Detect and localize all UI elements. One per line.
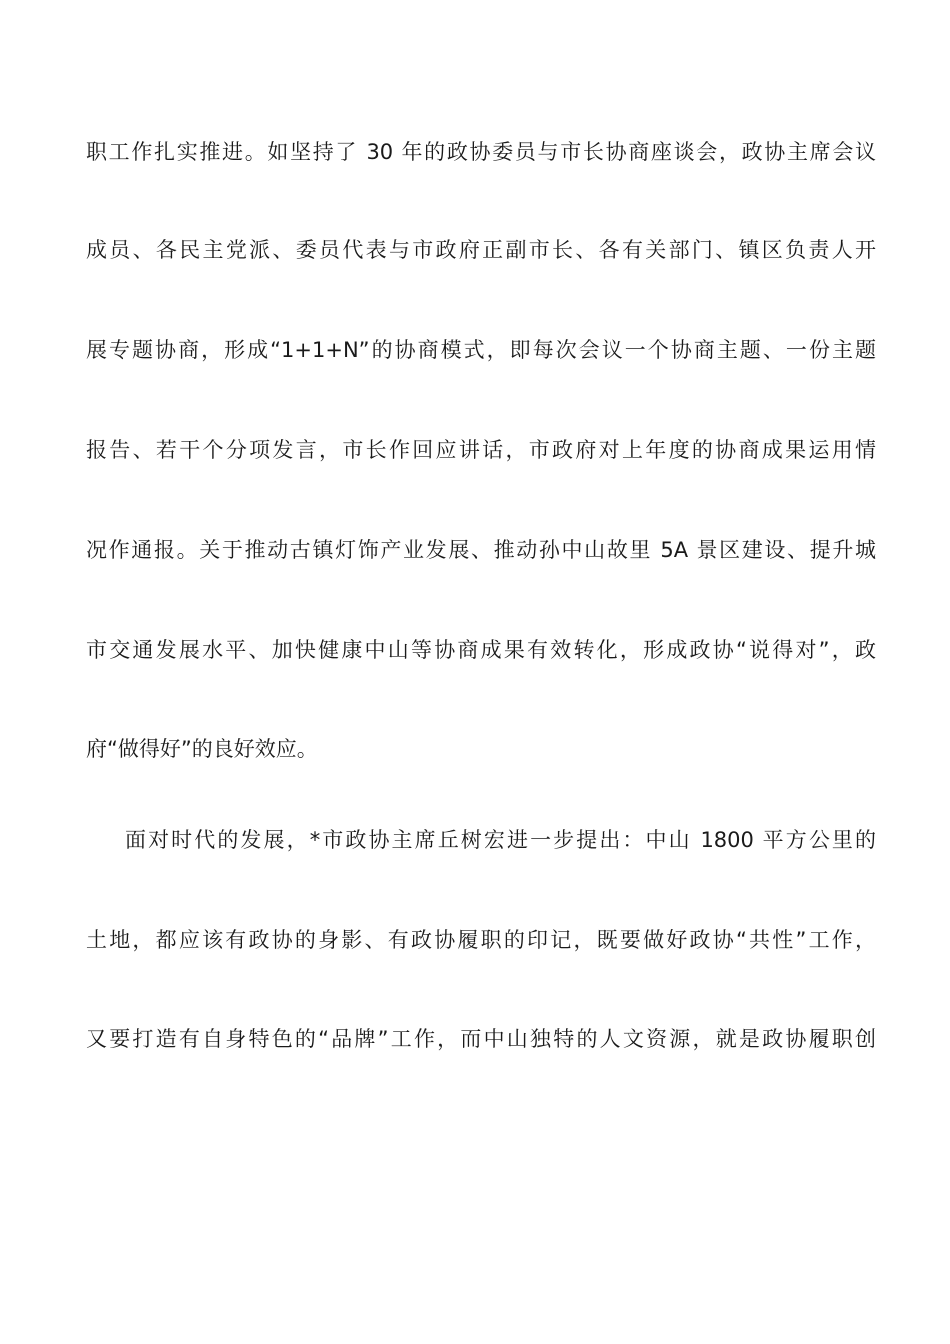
paragraph-line-6: 市交通发展水平、加快健康中山等协商成果有效转化，形成政协“说得对”，政 xyxy=(86,638,876,662)
paragraph-line-7: 府“做得好”的良好效应。 xyxy=(86,737,318,761)
paragraph-2-line-1: 面对时代的发展，*市政协主席丘树宏进一步提出：中山 1800 平方公里的 xyxy=(125,828,876,852)
paragraph-line-4: 报告、若干个分项发言，市长作回应讲话，市政府对上年度的协商成果运用情 xyxy=(86,438,876,462)
paragraph-line-1: 职工作扎实推进。如坚持了 30 年的政协委员与市长协商座谈会，政协主席会议 xyxy=(86,140,876,164)
paragraph-2-line-2: 土地，都应该有政协的身影、有政协履职的印记，既要做好政协“共性”工作， xyxy=(86,928,876,952)
paragraph-line-3: 展专题协商，形成“1+1+N”的协商模式，即每次会议一个协商主题、一份主题 xyxy=(86,338,876,362)
paragraph-line-5: 况作通报。关于推动古镇灯饰产业发展、推动孙中山故里 5A 景区建设、提升城 xyxy=(86,538,876,562)
paragraph-2-line-3: 又要打造有自身特色的“品牌”工作，而中山独特的人文资源，就是政协履职创 xyxy=(86,1027,876,1051)
paragraph-line-2: 成员、各民主党派、委员代表与市政府正副市长、各有关部门、镇区负责人开 xyxy=(86,238,876,262)
